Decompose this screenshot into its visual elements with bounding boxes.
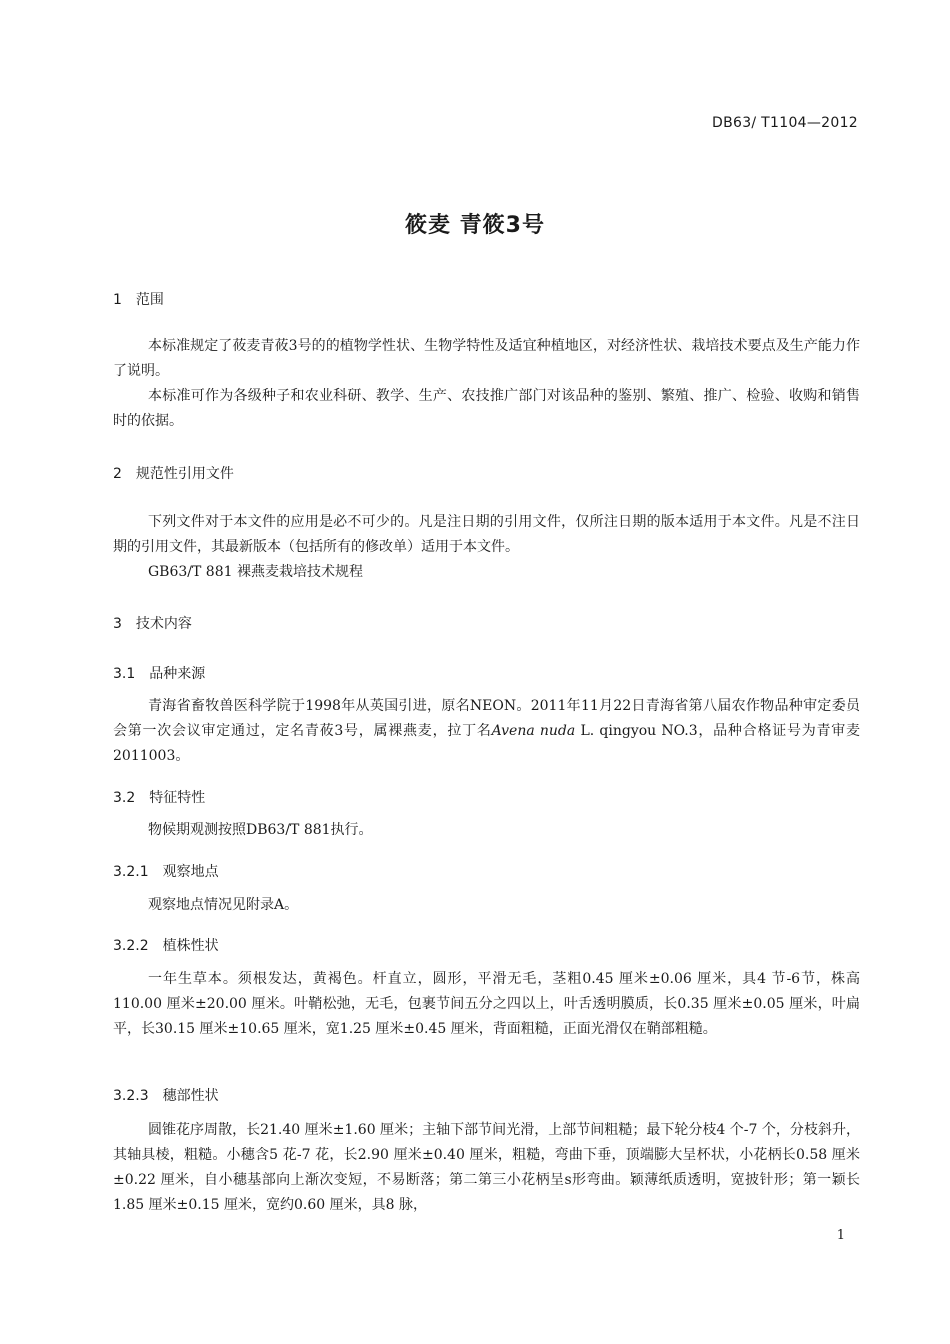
section-heading-2 [113,463,234,483]
page-number: 1 [836,1228,845,1243]
scope-paragraph-2: 本标准可作为各级种子和农业科研、教学、生产、农技推广部门对该品种的鉴别、繁殖、推广、检验、收购和销售时的依据。 [113,388,860,429]
origin-text: 青海省畜牧兽医科学院于1998年从英国引进，原名NEON。2011年11月22日青海省第八届农作物品种审定委员会第一次会议审定通过，定名青莜3号，属裸燕麦，拉丁名 [113,698,860,739]
section-title: 观察地点 [162,864,219,880]
section-title: 品种来源 [149,666,206,682]
section-number: 3 [113,616,122,632]
standard-code: DB63/ T1104—2012 [712,115,858,131]
section-number: 3.2 [113,790,136,806]
section-number: 2 [113,466,122,482]
section-number: 3.1 [113,666,136,682]
reference-item: GB63/T 881 裸燕麦栽培技术规程 [148,564,363,580]
plant-traits-paragraph: 一年生草本。须根发达，黄褐色。杆直立，圆形，平滑无毛，茎粗0.45 厘米±0.06 厘米，具4 节-6节，株高110.00 厘米±20.00 厘米。叶鞘松弛，无毛，包裹节间五分之四以上，叶舌透明膜质，长0.35 厘米±0.05 厘米，叶扁平，长30.15 厘米±10.65 厘米，宽1.25 厘米±0.45 厘米，背面粗糙，正面光滑仅在鞘部粗糙。 [113,971,860,1037]
section-heading-3-2-1 [113,861,219,881]
reference-paragraph: 下列文件对于本文件的应用是必不可少的。凡是注日期的引用文件，仅所注日期的版本适用于本文件。凡是不注日期的引用文件，其最新版本（包括所有的修改单）适用于本文件。 [113,514,860,555]
section-title: 植株性状 [162,938,219,954]
location-paragraph: 观察地点情况见附录A。 [148,897,299,913]
section-title: 规范性引用文件 [135,466,234,482]
section-number: 3.2.3 [113,1088,149,1104]
section-title: 范围 [135,292,164,308]
section-heading-3-2 [113,787,205,807]
features-paragraph: 物候期观测按照DB63/T 881执行。 [148,822,373,838]
scope-paragraph-1: 本标准规定了莜麦青莜3号的的植物学性状、生物学特性及适宜种植地区，对经济性状、栽培技术要点及生产能力作了说明。 [113,338,860,379]
section-title: 技术内容 [135,616,192,632]
latin-name: Avena nuda [491,723,576,739]
section-heading-3-2-2 [113,935,219,955]
section-title: 特征特性 [149,790,206,806]
section-heading-3-1 [113,663,205,683]
section-heading-1 [113,289,164,309]
section-title: 穗部性状 [162,1088,219,1104]
panicle-traits-paragraph: 圆锥花序周散，长21.40 厘米±1.60 厘米；主轴下部节间光滑，上部节间粗糙；最下轮分枝4 个-7 个，分枝斜升，其轴具棱，粗糙。小穗含5 花-7 花，长2.90 厘米±0.40 厘米，粗糙，弯曲下垂，顶端膨大呈杯状，小花柄长0.58 厘米±0.22 厘米，自小穗基部向上渐次变短，不易断落；第二第三小花柄呈s形弯曲。颖薄纸质透明，宽披针形；第一颖长1.85 厘米±0.15 厘米，宽约0.60 厘米，具8 脉， [113,1122,860,1213]
origin-paragraph [113,694,860,769]
section-number: 3.2.1 [113,864,149,880]
page-title: 筱麦 青筱3号 [405,213,545,238]
section-heading-3-2-3 [113,1085,219,1105]
section-heading-3 [113,613,192,633]
section-number: 1 [113,292,122,308]
origin-text-tail: L. qingyou NO.3，品种合格证号为青审麦2011003。 [113,723,860,764]
section-number: 3.2.2 [113,938,149,954]
